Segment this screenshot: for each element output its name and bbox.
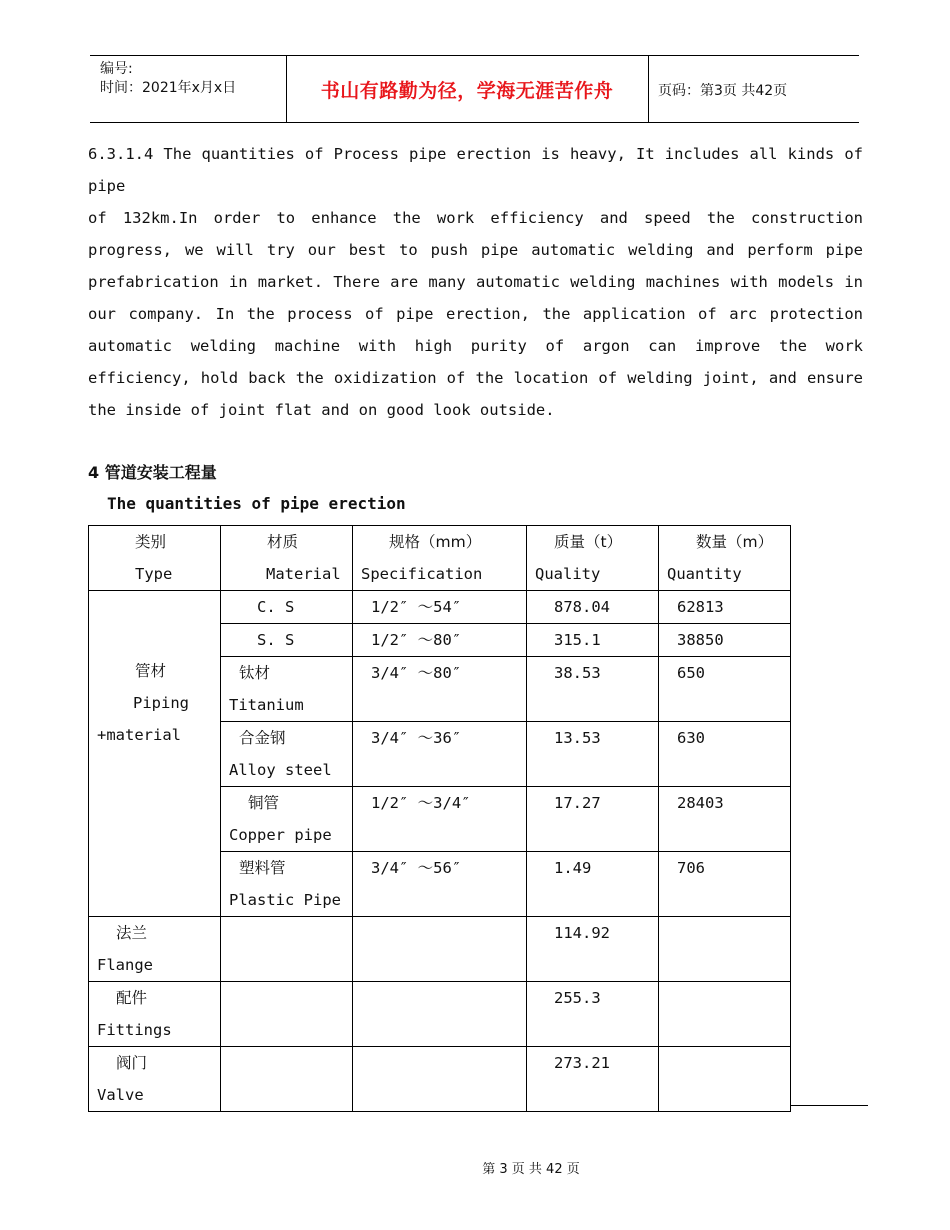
spec-cell: 3/4″ ～36″ xyxy=(353,722,527,787)
quantity-cell: 62813 xyxy=(659,591,791,624)
piping-group-en: Piping xyxy=(133,694,189,712)
quantity-cell: 28403 xyxy=(659,787,791,852)
quality-cell: 315.1 xyxy=(527,624,659,657)
time-label: 时间：2021年x月x日 xyxy=(100,80,237,96)
quality-cell: 13.53 xyxy=(527,722,659,787)
spec-cell: 1/2″ ～54″ xyxy=(353,591,527,624)
paragraph-line: progress, we will try our best to push pipe automatic welding and perform pipe xyxy=(88,241,863,259)
type-cell: 阀门 Valve xyxy=(89,1047,221,1112)
quantity-cell: 38850 xyxy=(659,624,791,657)
material-cell xyxy=(221,982,353,1047)
piping-group-cn: 管材 xyxy=(135,662,167,680)
quantity-cell: 650 xyxy=(659,657,791,722)
quality-cell: 114.92 xyxy=(527,917,659,982)
header-cn: 材质 xyxy=(267,533,299,551)
number-label: 编号: xyxy=(100,61,133,77)
quantity-cell xyxy=(659,1047,791,1112)
paragraph-line: pipe xyxy=(88,177,126,195)
quality-cell: 878.04 xyxy=(527,591,659,624)
header-en: Type xyxy=(135,565,173,583)
spec-cell: 1/2″ ～80″ xyxy=(353,624,527,657)
header-en: Material xyxy=(266,565,341,583)
type-cell: 配件 Fittings xyxy=(89,982,221,1047)
paragraph-line: prefabrication in market. There are many automatic welding machines with models in xyxy=(88,273,863,291)
header-motto-cell xyxy=(286,56,649,122)
quality-cell: 255.3 xyxy=(527,982,659,1047)
quantity-cell: 630 xyxy=(659,722,791,787)
header-cn: 类别 xyxy=(135,533,167,551)
header-cn: 质量（t） xyxy=(554,533,623,551)
page-footer: 第 3 页 共 42 页 xyxy=(482,1162,580,1177)
quantity-cell: 706 xyxy=(659,852,791,917)
quantity-cell xyxy=(659,917,791,982)
table-row xyxy=(89,591,791,624)
material-cell: 铜管 Copper pipe xyxy=(221,787,353,852)
header-en: Quality xyxy=(535,565,601,583)
piping-group-en2: +material xyxy=(97,726,181,744)
table-row xyxy=(89,982,791,1047)
spec-cell: 3/4″ ～56″ xyxy=(353,852,527,917)
spec-cell xyxy=(353,982,527,1047)
spec-cell: 1/2″ ～3/4″ xyxy=(353,787,527,852)
quantity-cell xyxy=(659,982,791,1047)
material-cell: 钛材 Titanium xyxy=(221,657,353,722)
table-row xyxy=(89,917,791,982)
paragraph-line: automatic welding machine with high purity of argon can improve the work xyxy=(88,337,863,355)
spec-cell xyxy=(353,917,527,982)
type-cell: 法兰 Flange xyxy=(89,917,221,982)
section-subtitle: The quantities of pipe erection xyxy=(107,494,406,513)
header-cell-material xyxy=(221,526,353,591)
table-header-row xyxy=(89,526,791,591)
header-cn: 规格（mm） xyxy=(389,533,482,551)
paragraph-line: 6.3.1.4 The quantities of Process pipe erection is heavy, It includes all kinds of xyxy=(88,145,863,163)
piping-group-cell xyxy=(89,591,221,917)
paragraph-line: our company. In the process of pipe erection, the application of arc protection xyxy=(88,305,863,323)
material-cell: 合金钢 Alloy steel xyxy=(221,722,353,787)
header-cell-type xyxy=(89,526,221,591)
header-meta-cell xyxy=(90,56,287,122)
header-page-info: 页码：第3页 共42页 xyxy=(658,83,788,99)
header-en: Specification xyxy=(361,565,483,583)
body-paragraph xyxy=(88,138,863,426)
section-title: 4 管道安装工程量 xyxy=(88,463,217,482)
header-cell-quality xyxy=(527,526,659,591)
quality-cell: 273.21 xyxy=(527,1047,659,1112)
material-cell: C. S xyxy=(221,591,353,624)
paragraph-line: of 132km.In order to enhance the work efficiency and speed the construction xyxy=(88,209,863,227)
table-row xyxy=(89,1047,791,1112)
material-cell xyxy=(221,917,353,982)
table-tail-rule xyxy=(790,1105,868,1106)
material-cell: 塑料管 Plastic Pipe xyxy=(221,852,353,917)
paragraph-line: the inside of joint flat and on good look outside. xyxy=(88,401,555,419)
spec-cell xyxy=(353,1047,527,1112)
page-header xyxy=(90,55,859,123)
paragraph-line: efficiency, hold back the oxidization of the location of welding joint, and ensure xyxy=(88,369,863,387)
motto-text: 书山有路勤为径，学海无涯苦作舟 xyxy=(320,80,614,102)
quantities-table xyxy=(88,525,791,1112)
quality-cell: 38.53 xyxy=(527,657,659,722)
quality-cell: 1.49 xyxy=(527,852,659,917)
header-cn: 数量（m） xyxy=(696,533,774,551)
material-cell: S. S xyxy=(221,624,353,657)
header-en: Quantity xyxy=(667,565,742,583)
header-page-cell xyxy=(648,56,859,122)
material-cell xyxy=(221,1047,353,1112)
spec-cell: 3/4″ ～80″ xyxy=(353,657,527,722)
header-cell-spec xyxy=(353,526,527,591)
header-cell-quantity xyxy=(659,526,791,591)
quality-cell: 17.27 xyxy=(527,787,659,852)
